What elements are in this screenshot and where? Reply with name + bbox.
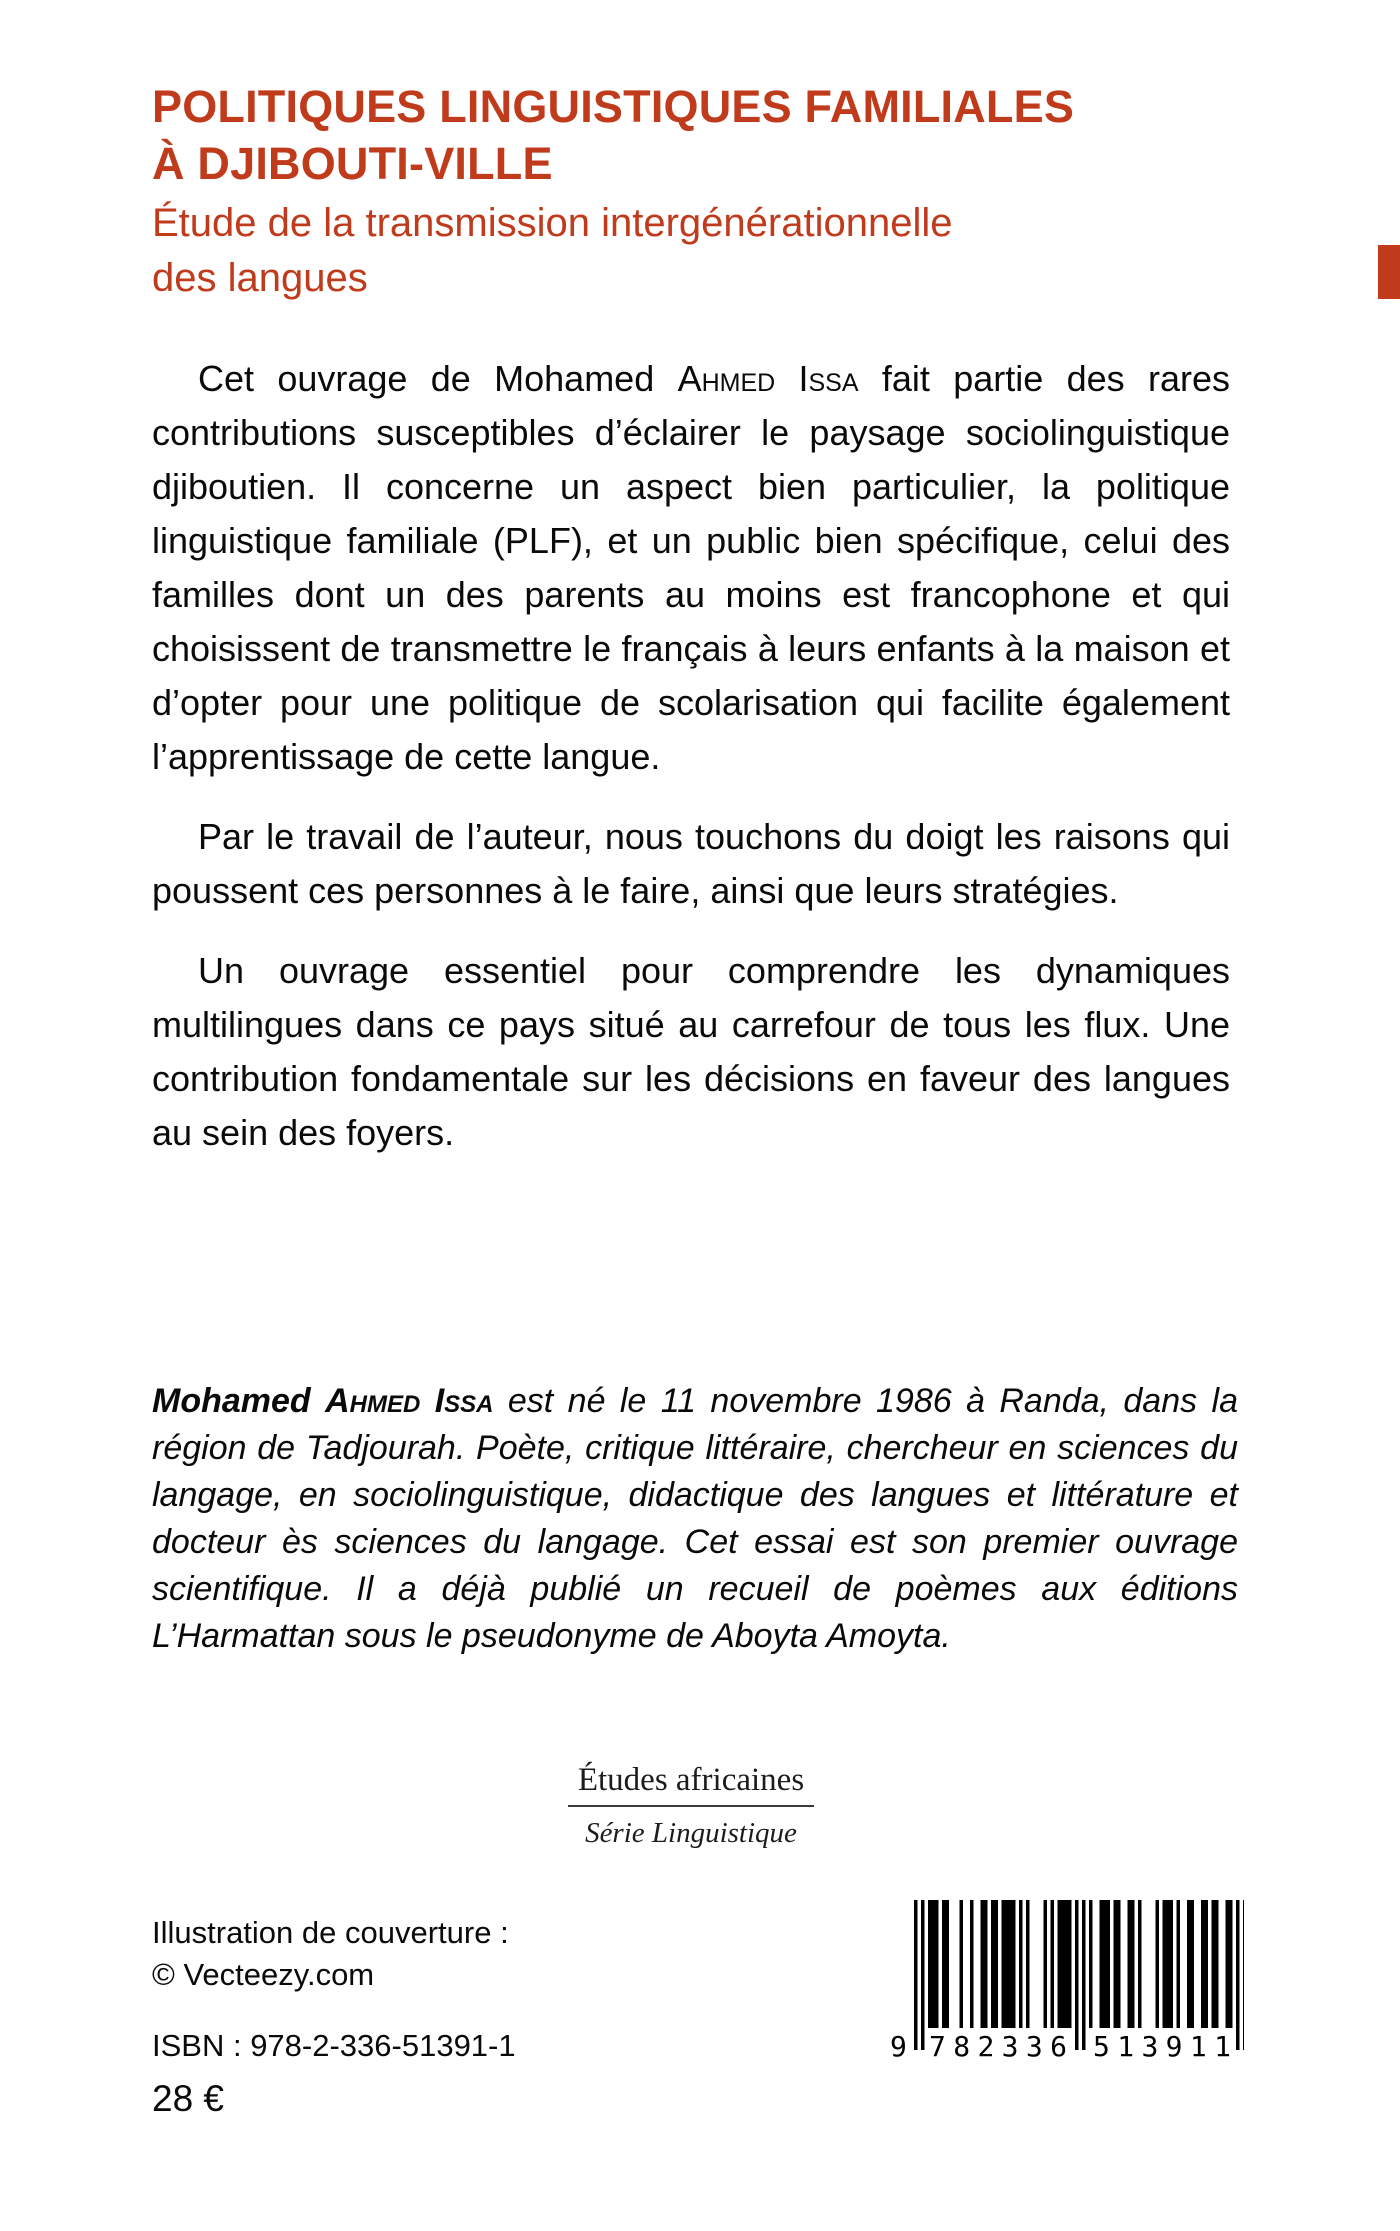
barcode-bars bbox=[914, 1900, 1244, 2050]
cover-header bbox=[152, 78, 1240, 306]
synopsis-p1-prefix: Cet ouvrage de Mohamed bbox=[198, 358, 678, 399]
price-text: 28 € bbox=[152, 2078, 225, 2119]
book-subtitle-line2: des langues bbox=[152, 256, 368, 300]
barcode-svg bbox=[888, 1900, 1244, 2060]
barcode-digits-right: 513911 bbox=[1093, 2030, 1231, 2060]
book-subtitle-line1: Étude de la transmission intergénérationnelle bbox=[152, 201, 953, 245]
barcode-digits-left: 782336 bbox=[929, 2030, 1067, 2060]
synopsis-paragraph-2: Par le travail de l’auteur, nous touchons du doigt les raisons qui poussent ces personnes à le faire, ainsi que leurs stratégies. bbox=[152, 816, 1230, 911]
synopsis bbox=[152, 352, 1230, 1186]
barcode-digit-first: 9 bbox=[890, 2030, 907, 2060]
series-name: Série Linguistique bbox=[585, 1817, 797, 1849]
illustration-label: Illustration de couverture : bbox=[152, 1915, 509, 1950]
book-title bbox=[152, 78, 1240, 192]
book-title-line1: POLITIQUES LINGUISTIQUES FAMILIALES bbox=[152, 81, 1075, 132]
book-subtitle bbox=[152, 196, 1240, 306]
synopsis-paragraph-1 bbox=[152, 352, 1230, 784]
author-bio bbox=[152, 1378, 1238, 1660]
bio-name-prefix: Mohamed bbox=[152, 1382, 326, 1420]
book-title-line2: À DJIBOUTI-VILLE bbox=[152, 138, 553, 189]
illustration-credit: © Vecteezy.com bbox=[152, 1957, 375, 1992]
isbn-text: ISBN : 978-2-336-51391-1 bbox=[152, 2028, 516, 2063]
cover-illustration-credit bbox=[152, 1912, 509, 1996]
synopsis-paragraph-3: Un ouvrage essentiel pour comprendre les dynamiques multilingues dans ce pays situé au carrefour de tous les flux. Une contribution fondamentale sur les décisions en faveur des langues au sein des foyers. bbox=[152, 950, 1230, 1153]
author-name-smallcaps: Ahmed Issa bbox=[677, 358, 859, 399]
collection-name: Études africaines bbox=[568, 1762, 814, 1807]
synopsis-p1-rest: fait partie des rares contributions susceptibles d’éclairer le paysage sociolinguistique djiboutien. Il concerne un aspect bien particulier, la politique linguistique familiale (PLF), et un public bien spécifique, celui des familles dont un des parents au moins est francophone et qui choisissent de transmettre le français à leurs enfants à la maison et d’opter pour une politique de scolarisation qui facilite également l’apprentissage de cette langue. bbox=[152, 358, 1230, 777]
series-block bbox=[152, 1762, 1230, 1850]
bio-name-smallcaps: Ahmed Issa bbox=[325, 1382, 494, 1420]
ean-barcode bbox=[888, 1900, 1244, 2060]
bio-text: est né le 11 novembre 1986 à Randa, dans la région de Tadjourah. Poète, critique littéraire, chercheur en sciences du langage, en sociolinguistique, didactique des langues et littérature et docteur ès sciences du langage. Cet essai est son premier ouvrage scientifique. Il a déjà publié un recueil de poèmes aux éditions L’Harmattan sous le pseudonyme de Aboyta Amoyta. bbox=[152, 1382, 1238, 1655]
bio-author-name bbox=[152, 1382, 494, 1420]
spine-color-tab bbox=[1378, 245, 1400, 299]
